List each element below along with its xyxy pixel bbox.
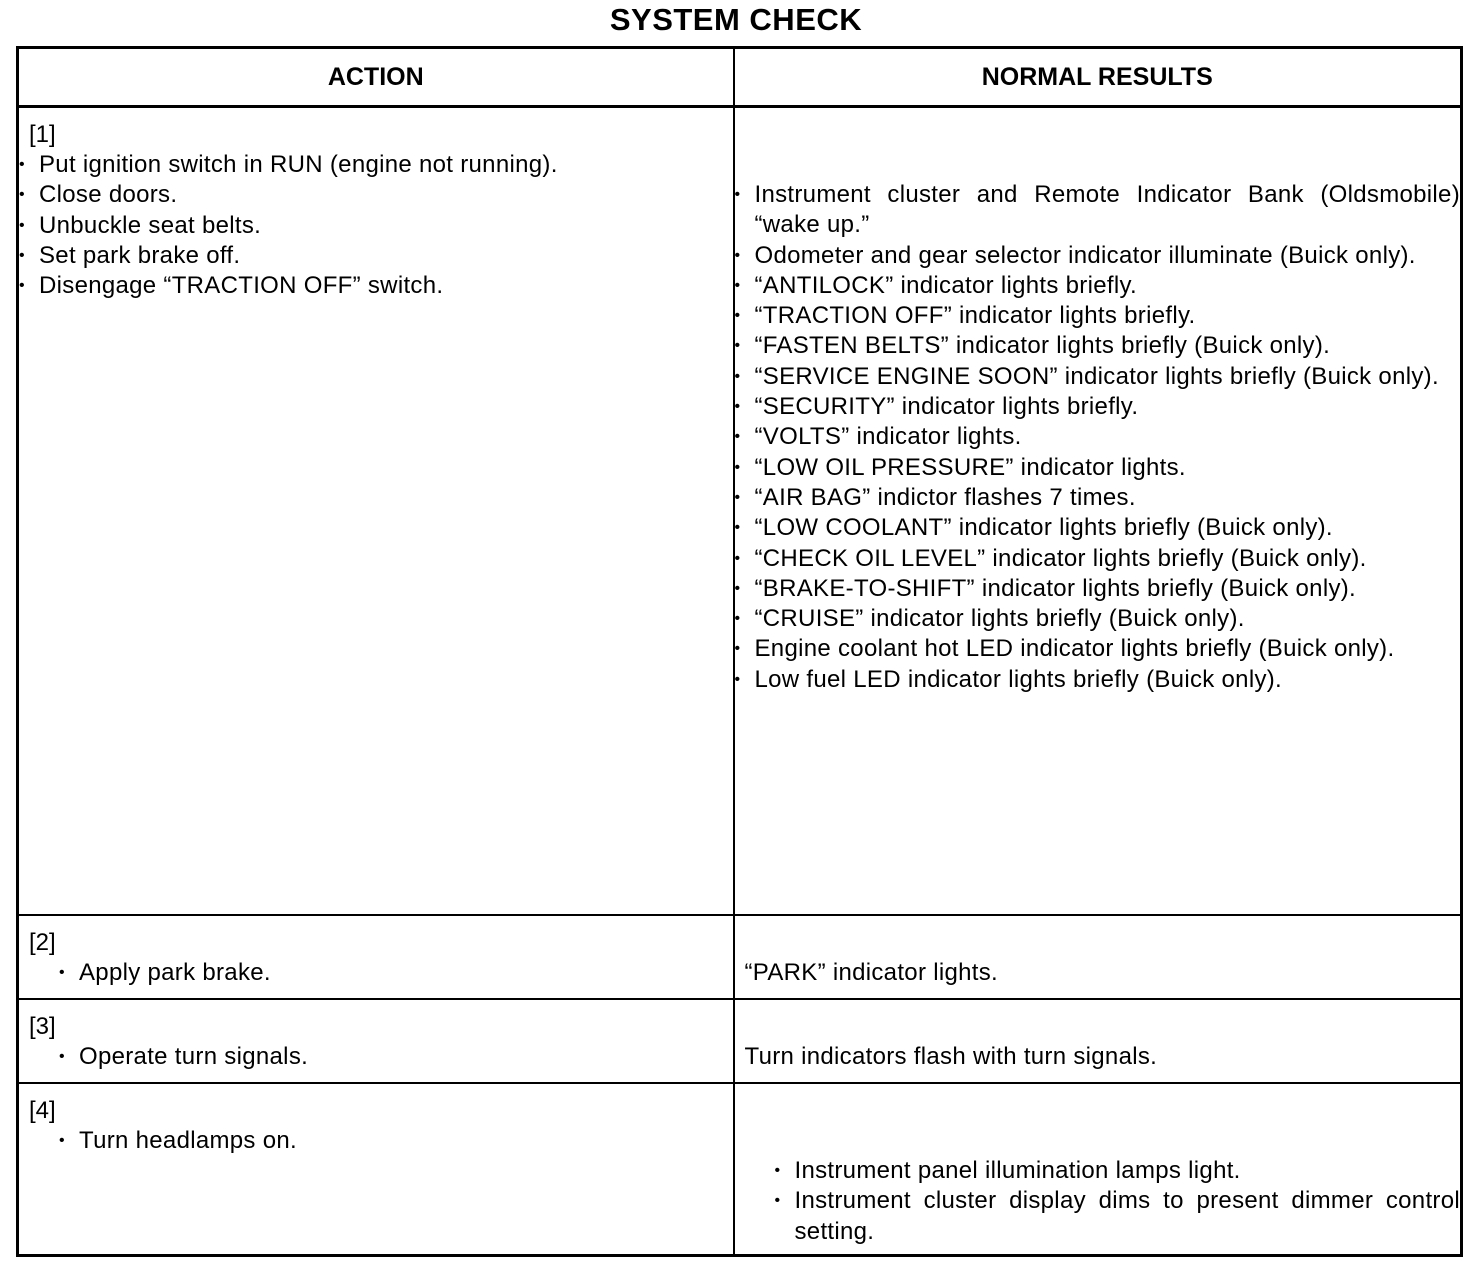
action-list [19,150,733,301]
result-item: • “VOLTS” indicator lights. [735,422,1461,452]
action-list [19,958,733,988]
result-cell-step-2 [734,915,1462,999]
result-cell-step-3 [734,999,1462,1083]
result-text: Turn indicators flash with turn signals. [744,1043,1158,1070]
result-text: “PARK” indicator lights. [744,959,999,986]
action-cell-step-4 [18,1083,734,1256]
action-item: • Turn headlamps on. [59,1126,733,1156]
table-row-step-1 [18,107,1462,916]
result-item: • Odometer and gear selector indicator illuminate (Buick only). [735,241,1461,271]
result-item: • “CHECK OIL LEVEL” indicator lights briefly (Buick only). [735,544,1461,574]
results-list [735,108,1461,695]
result-item: • Low fuel LED indicator lights briefly (Buick only). [735,665,1461,695]
action-item: • Put ignition switch in RUN (engine not running). [19,150,733,180]
results-column-header: NORMAL RESULTS [734,48,1462,107]
result-item: • “SECURITY” indicator lights briefly. [735,392,1461,422]
table-header-row [18,48,1462,107]
table-row-step-4 [18,1083,1462,1256]
step-number: [4] [29,1097,56,1124]
action-item: • Unbuckle seat belts. [19,211,733,241]
action-list [19,1126,733,1156]
step-number: [3] [29,1013,56,1040]
action-cell-step-2 [18,915,734,999]
result-item: • “SERVICE ENGINE SOON” indicator lights briefly (Buick only). [735,362,1461,392]
action-item: • Close doors. [19,180,733,210]
system-check-table [16,46,1463,1257]
table-row-step-3 [18,999,1462,1083]
result-item: • “FASTEN BELTS” indicator lights briefly (Buick only). [735,331,1461,361]
result-item: • Engine coolant hot LED indicator lights briefly (Buick only). [735,634,1461,664]
result-item: • “TRACTION OFF” indicator lights briefly. [735,301,1461,331]
action-column-header: ACTION [18,48,734,107]
result-cell-step-1 [734,107,1462,916]
result-item: • Instrument cluster and Remote Indicator Bank (Oldsmobile) “wake up.” [735,180,1461,241]
result-item: • “BRAKE-TO-SHIFT” indicator lights briefly (Buick only). [735,574,1461,604]
action-list [19,1042,733,1072]
page-title: SYSTEM CHECK [609,2,863,37]
step-number: [1] [29,121,56,148]
step-number: [2] [29,929,56,956]
action-item: • Operate turn signals. [59,1042,733,1072]
action-cell-step-3 [18,999,734,1083]
result-item: • “AIR BAG” indictor flashes 7 times. [735,483,1461,513]
table-row-step-2 [18,915,1462,999]
result-item: • “CRUISE” indicator lights briefly (Buick only). [735,604,1461,634]
result-item: • Instrument panel illumination lamps light. [775,1156,1461,1186]
result-item: • “LOW COOLANT” indicator lights briefly (Buick only). [735,513,1461,543]
result-item: • “LOW OIL PRESSURE” indicator lights. [735,453,1461,483]
result-item: • “ANTILOCK” indicator lights briefly. [735,271,1461,301]
action-cell-step-1 [18,107,734,916]
result-cell-step-4 [734,1083,1462,1256]
action-item: • Disengage “TRACTION OFF” switch. [19,271,733,301]
action-item: • Apply park brake. [59,958,733,988]
action-item: • Set park brake off. [19,241,733,271]
results-list [735,1084,1461,1247]
result-item: • Instrument cluster display dims to present dimmer control setting. [775,1186,1461,1247]
